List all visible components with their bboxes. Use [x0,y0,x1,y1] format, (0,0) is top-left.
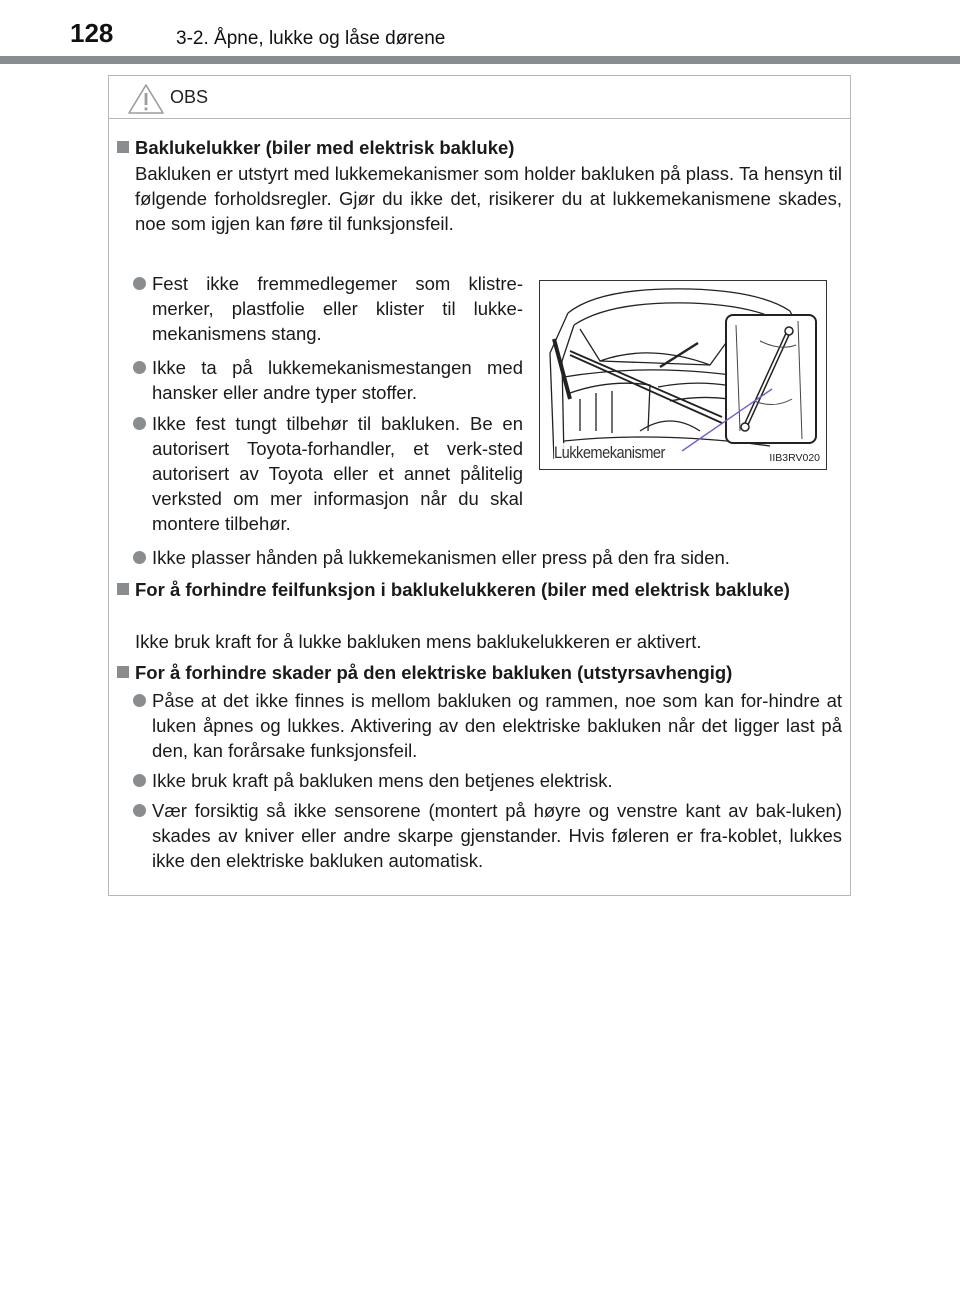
section-paragraph: Ikke bruk kraft for å lukke bakluken mens baklukelukkeren er aktivert. [135,631,702,652]
page-number: 128 [70,18,114,48]
list-item: Ikke ta på lukkemekanismestangen med hansker eller andre typer stoffer. [133,355,523,405]
list-item: Fest ikke fremmedlegemer som klistre-merker, plastfolie eller klister til lukke-mekanismens stang. [133,271,523,346]
notice-header [109,76,850,119]
notice-box [108,75,851,896]
round-bullet-icon [133,774,146,787]
notice-label: OBS [170,87,209,107]
warning-triangle-icon [127,83,165,115]
list-item: Vær forsiktig så ikke sensorene (montert på høyre og venstre kant av bak-luken) skades av kniver eller andre skarpe gjenstander. Hvis føleren er fra-koblet, lukkes ikke den elektriske bakluken automatisk. [133,798,842,873]
section-heading: For å forhindre skader på den elektriske bakluken (utstyrsavhengig) [117,660,842,685]
round-bullet-icon [133,361,146,374]
tailgate-illustration [539,280,827,470]
figure-label: Lukkemekanismer [554,443,665,462]
header-rule [0,56,960,64]
tailgate-drawing [540,281,827,470]
section-paragraph: Bakluken er utstyrt med lukkemekanismer som holder bakluken på plass. Ta hensyn til følgende forholdsregler. Gjør du ikke det, risikerer du at lukkemekanismene skades, noe som igjen kan føre til funksjonsfeil. [135,163,842,234]
round-bullet-icon [133,277,146,290]
figure-code: IIB3RV020 [769,452,820,464]
round-bullet-icon [133,417,146,430]
section-heading: Baklukelukker (biler med elektrisk bakluke) [117,135,842,160]
square-bullet-icon [117,141,129,153]
list-item: Påse at det ikke finnes is mellom bakluken og rammen, noe som kan for-hindre at luken åpnes og lukkes. Aktivering av den elektriske bakluken når det ligger last på den, kan forårsake funksjonsfeil. [133,688,842,763]
section-heading: For å forhindre feilfunksjon i baklukelukkeren (biler med elektrisk bakluke) [117,577,842,602]
page-header [0,0,960,64]
round-bullet-icon [133,551,146,564]
round-bullet-icon [133,804,146,817]
list-item: Ikke fest tungt tilbehør til bakluken. Be en autorisert Toyota-forhandler, et verk-sted autorisert av Toyota eller et annet pålitelig verksted om mer informasjon når du skal montere tilbehør. [133,411,523,536]
chapter-title: 3-2. Åpne, lukke og låse dørene [176,28,446,49]
round-bullet-icon [133,694,146,707]
list-item: Ikke bruk kraft på bakluken mens den betjenes elektrisk. [133,768,842,793]
square-bullet-icon [117,583,129,595]
list-item: Ikke plasser hånden på lukkemekanismen eller press på den fra siden. [133,545,842,570]
square-bullet-icon [117,666,129,678]
